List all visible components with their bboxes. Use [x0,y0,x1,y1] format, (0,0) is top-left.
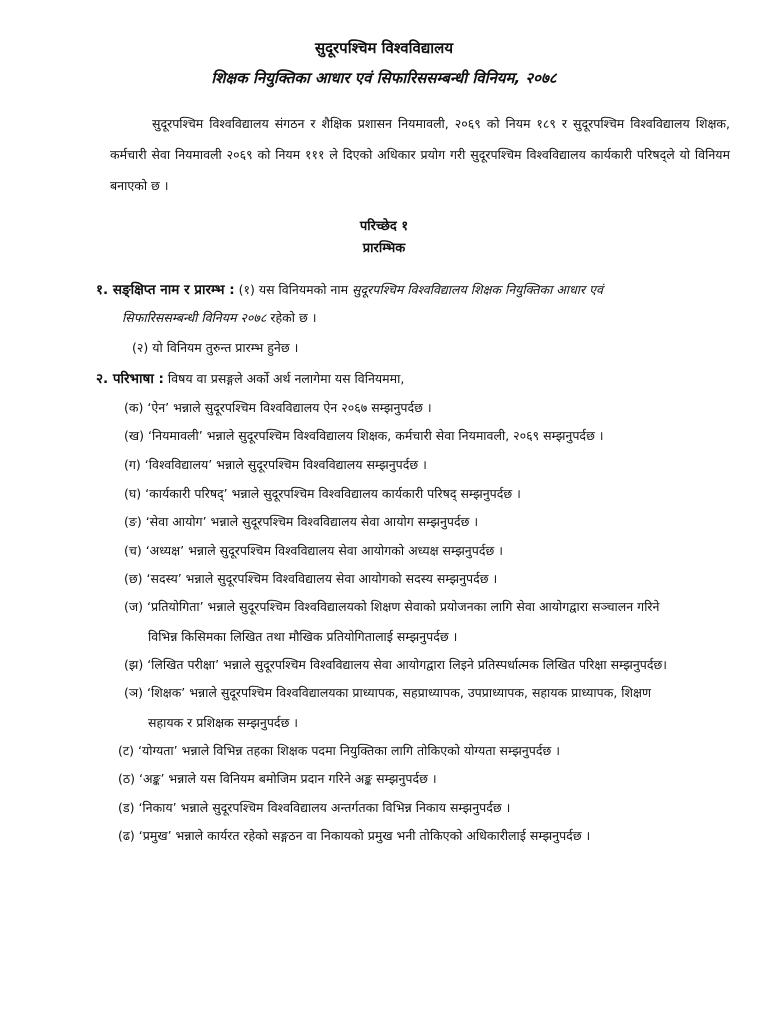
definition-label: (ड) [118,800,135,815]
section-1-heading: १. सङ्क्षिप्त नाम र प्रारम्भ : [96,282,235,298]
definition-text: ‘लिखित परीक्षा’ भन्नाले सुदूरपश्चिम विश्वविद्यालय सेवा आयोगद्वारा लिइने प्रतिस्पर्धात्मक लिखित परिक्षा सम्झनुपर्दछ। [147,657,668,672]
definition-text: ‘प्रतियोगिता’ भन्नाले सुदूरपश्चिम विश्वविद्यालयको शिक्षण सेवाको प्रयोजनका लागि सेवा आयोगद्वारा सञ्चालन गरिने [147,599,660,614]
definition-text: ‘अङ्क’ भन्नाले यस विनियम बमोजिम प्रदान गरिने अङ्क सम्झनुपर्दछ । [139,771,437,786]
definition-text: ‘नियमावली’ भन्नाले सुदूरपश्चिम विश्वविद्यालय शिक्षक, कर्मचारी सेवा नियमावली, २०६९ सम्झनुपर्दछ । [147,428,604,443]
definition-item [124,656,667,673]
chapter-title: प्रारम्भिक [362,241,406,256]
definition-label: (ज) [124,599,144,614]
definition-item [118,742,560,759]
chapter-number: परिच्छेद १ [359,219,409,234]
section-1-sub1-suffix: रहेको छ । [270,310,317,325]
definition-label: (ख) [124,428,144,443]
definition-item [124,399,432,416]
definition-label: (च) [124,543,142,558]
definition-text: ‘विश्वविद्यालय’ भन्नाले सुदूरपश्चिम विश्वविद्यालय सम्झनुपर्दछ । [144,457,427,472]
definition-continuation: सहायक र प्रशिक्षक सम्झनुपर्दछ । [148,715,299,730]
section-1-line-2 [122,309,316,326]
definition-continuation: विभिन्न किसिमका लिखित तथा मौखिक प्रतियोगितालाई सम्झनुपर्दछ । [148,629,458,644]
definition-label: (ढ) [118,828,135,843]
section-1-sub-2: (२) यो विनियम तुरुन्त प्रारम्भ हुनेछ । [132,340,299,355]
definition-item [124,513,478,530]
definition-item [118,770,437,787]
definition-item [124,485,521,502]
definition-label: (ग) [124,457,141,472]
university-title: सुदूरपश्चिम विश्वविद्यालय [314,39,454,57]
definition-label: (ट) [118,743,135,758]
definition-label: (क) [124,400,144,415]
regulation-title: शिक्षक नियुक्तिका आधार एवं सिफारिससम्बन्धी विनियम, २०७८ [211,69,557,87]
section-1-line-1 [96,280,603,298]
definition-label: (ञ) [124,685,144,700]
definition-label: (झ) [124,657,144,672]
regulation-name-line-2: सिफारिससम्बन्धी विनियम २०७८ [122,310,267,325]
definition-label: (ङ) [124,514,142,529]
definition-text: ‘कार्यकारी परिषद्’ भन्नाले सुदूरपश्चिम विश्वविद्यालय कार्यकारी परिषद् सम्झनुपर्दछ । [145,486,521,501]
definition-text: ‘निकाय’ भन्नाले सुदूरपश्चिम विश्वविद्यालय अन्तर्गतका विभिन्न निकाय सम्झनुपर्दछ । [138,800,511,815]
section-1-sub1-prefix: (१) यस विनियमको नाम [238,282,349,297]
definition-text: ‘सेवा आयोग’ भन्नाले सुदूरपश्चिम विश्वविद्यालय सेवा आयोग सम्झनुपर्दछ । [145,514,479,529]
definition-item [118,827,590,844]
definition-item [124,570,497,587]
definition-label: (छ) [124,571,143,586]
definition-text: ‘सदस्य’ भन्नाले सुदूरपश्चिम विश्वविद्यालय सेवा आयोगको सदस्य सम्झनुपर्दछ । [146,571,498,586]
definition-text: ‘ऐन’ भन्नाले सुदूरपश्चिम विश्वविद्यालय ऐन २०६७ सम्झनुपर्दछ । [147,400,432,415]
definition-label: (ठ) [118,771,136,786]
definition-item [124,678,730,738]
regulation-name-line-1: सुदूरपश्चिम विश्वविद्यालय शिक्षक नियुक्तिका आधार एवं [352,282,603,297]
definition-item [124,456,427,473]
definition-item [124,592,730,652]
definition-item [118,799,510,816]
definition-item [124,427,604,444]
definition-text: ‘प्रमुख’ भन्नाले कार्यरत रहेको सङ्गठन वा निकायको प्रमुख भनी तोकिएको अधिकारीलाई सम्झनुपर्दछ । [138,828,591,843]
section-2-heading: २. परिभाषा : [96,371,164,387]
definition-item [124,542,503,559]
preamble-paragraph: सुदूरपश्चिम विश्वविद्यालय संगठन र शैक्षिक प्रशासन नियमावली, २०६९ को नियम १८९ र सुदूरपश्चिम विश्वविद्यालय शिक्षक, कर्मचारी सेवा नियमावली २०६९ को नियम १११ ले दिएको अधिकार प्रयोग गरी सुदूरपश्चिम विश्वविद्यालय कार्यकारी परिषद्ले यो विनियम बनाएको छ । [110,116,730,193]
section-2-line [96,369,404,387]
definition-label: (घ) [124,486,142,501]
definition-text: ‘योग्यता’ भन्नाले विभिन्न तहका शिक्षक पदमा नियुक्तिका लागि तोकिएको योग्यता सम्झनुपर्दछ । [138,743,560,758]
section-2-intro: विषय वा प्रसङ्गले अर्को अर्थ नलागेमा यस विनियममा, [167,371,405,386]
definition-text: ‘शिक्षक’ भन्नाले सुदूरपश्चिम विश्वविद्यालयका प्राध्यापक, सहप्राध्यापक, उपप्राध्यापक, सहायक प्राध्यापक, शिक्षण [147,685,652,700]
definition-text: ‘अध्यक्ष’ भन्नाले सुदूरपश्चिम विश्वविद्यालय सेवा आयोगको अध्यक्ष सम्झनुपर्दछ । [145,543,503,558]
